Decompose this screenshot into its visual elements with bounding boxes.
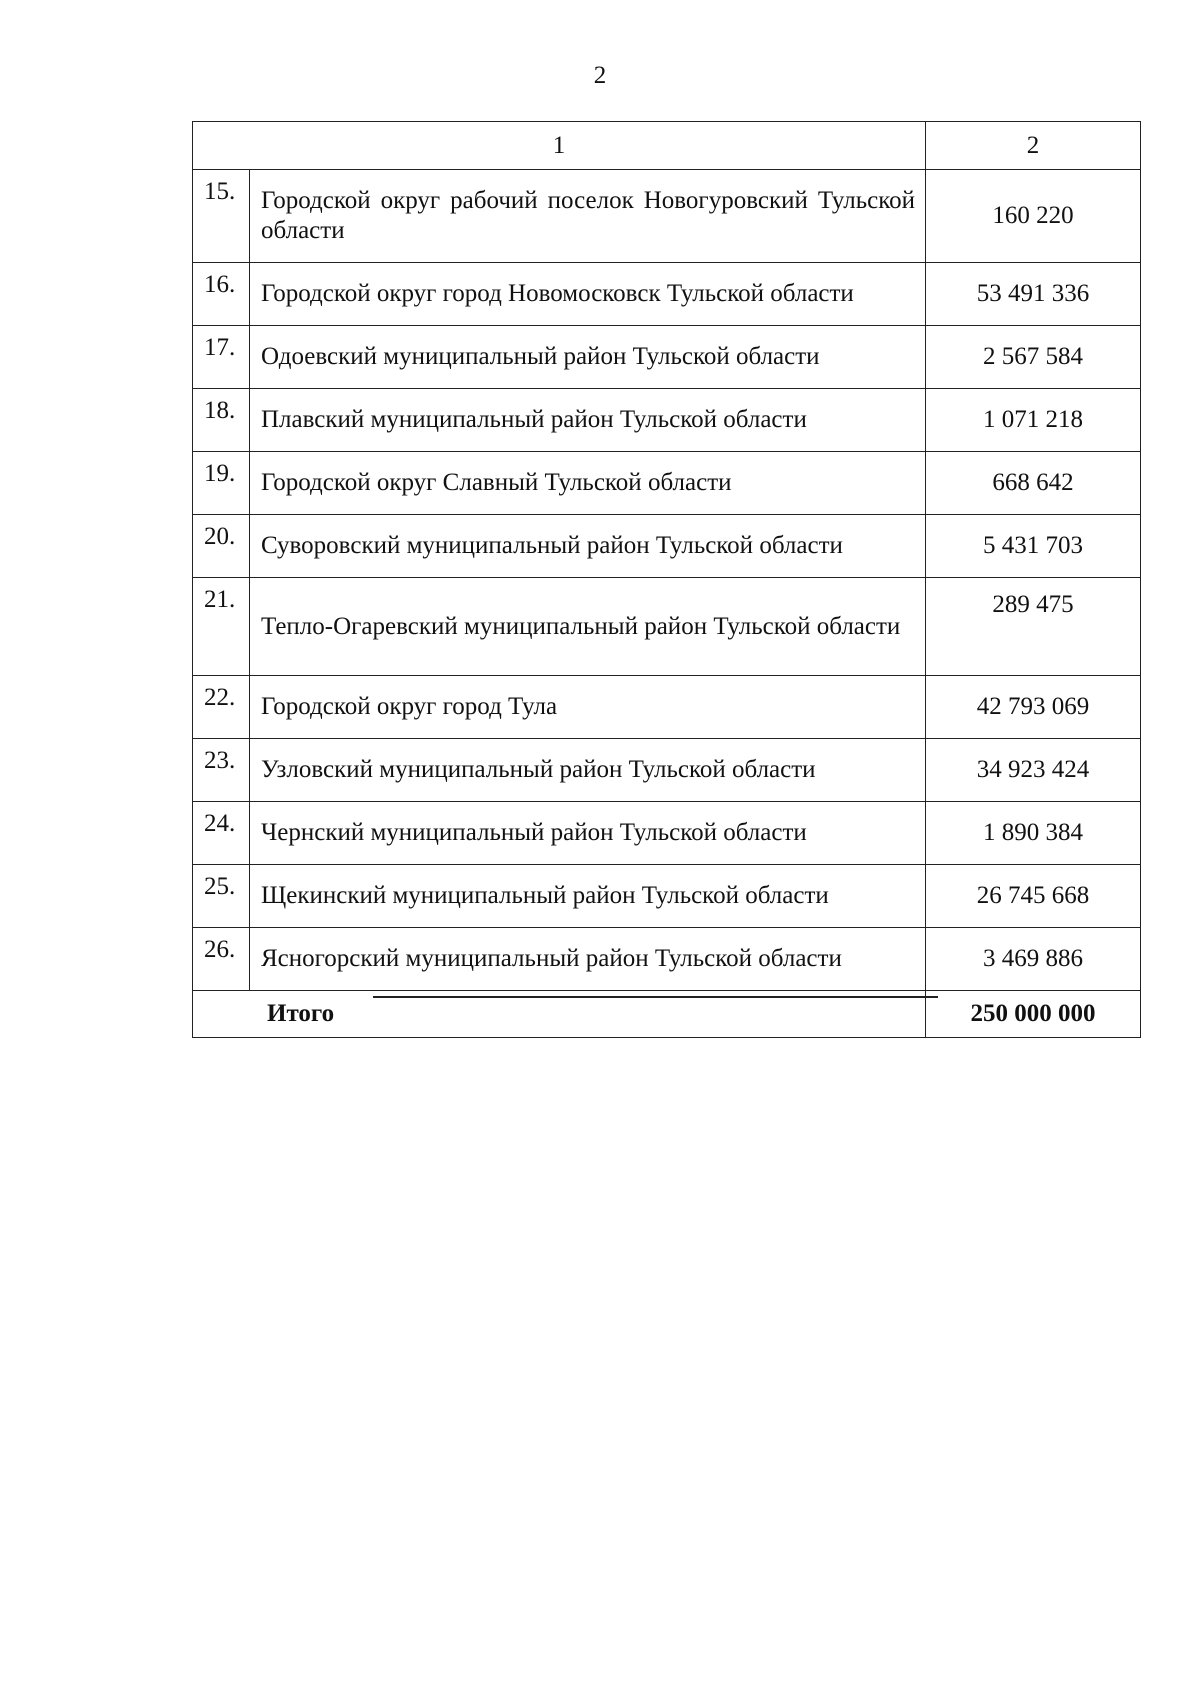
table-row	[193, 263, 1141, 326]
row-number: 15.	[193, 170, 250, 263]
table-row	[193, 170, 1141, 263]
row-number: 17.	[193, 326, 250, 389]
allocation-amount: 53 491 336	[926, 263, 1141, 326]
municipality-name: Городской округ город Новомосковск Тульской области	[250, 263, 926, 326]
row-number: 22.	[193, 676, 250, 739]
municipality-name: Суворовский муниципальный район Тульской области	[250, 515, 926, 578]
allocation-amount: 2 567 584	[926, 326, 1141, 389]
allocation-amount: 1 890 384	[926, 802, 1141, 865]
total-amount: 250 000 000	[926, 991, 1141, 1038]
header-col-1: 1	[193, 122, 926, 170]
allocation-amount: 3 469 886	[926, 928, 1141, 991]
table-row	[193, 326, 1141, 389]
municipality-name: Плавский муниципальный район Тульской области	[250, 389, 926, 452]
row-number: 16.	[193, 263, 250, 326]
row-number: 24.	[193, 802, 250, 865]
table-row	[193, 452, 1141, 515]
allocation-amount: 26 745 668	[926, 865, 1141, 928]
row-number: 26.	[193, 928, 250, 991]
table-row	[193, 676, 1141, 739]
row-number: 20.	[193, 515, 250, 578]
row-number: 23.	[193, 739, 250, 802]
row-number: 25.	[193, 865, 250, 928]
allocation-table	[192, 121, 1141, 1038]
municipality-name: Чернский муниципальный район Тульской области	[250, 802, 926, 865]
end-of-document-rule	[373, 996, 938, 998]
allocation-amount: 160 220	[926, 170, 1141, 263]
row-number: 18.	[193, 389, 250, 452]
municipality-name: Узловский муниципальный район Тульской области	[250, 739, 926, 802]
row-number: 21.	[193, 578, 250, 676]
table-header-row	[193, 122, 1141, 170]
municipality-name: Щекинский муниципальный район Тульской области	[250, 865, 926, 928]
table-row	[193, 802, 1141, 865]
municipality-name: Тепло-Огаревский муниципальный район Тульской области	[250, 578, 926, 676]
table-row	[193, 515, 1141, 578]
page-number: 2	[593, 62, 607, 89]
table-row	[193, 865, 1141, 928]
table-row	[193, 578, 1141, 676]
municipality-name: Городской округ рабочий поселок Новогуровский Тульской области	[250, 170, 926, 263]
table-row	[193, 739, 1141, 802]
municipality-name: Городской округ Славный Тульской области	[250, 452, 926, 515]
header-col-2: 2	[926, 122, 1141, 170]
municipality-name: Ясногорский муниципальный район Тульской области	[250, 928, 926, 991]
municipality-name: Городской округ город Тула	[250, 676, 926, 739]
row-number: 19.	[193, 452, 250, 515]
allocation-amount: 34 923 424	[926, 739, 1141, 802]
allocation-amount: 668 642	[926, 452, 1141, 515]
municipality-name: Одоевский муниципальный район Тульской области	[250, 326, 926, 389]
table-row	[193, 928, 1141, 991]
allocation-amount: 289 475	[926, 578, 1141, 676]
total-label: Итого	[193, 991, 926, 1038]
allocation-amount: 1 071 218	[926, 389, 1141, 452]
allocation-amount: 42 793 069	[926, 676, 1141, 739]
table-row	[193, 389, 1141, 452]
allocation-amount: 5 431 703	[926, 515, 1141, 578]
